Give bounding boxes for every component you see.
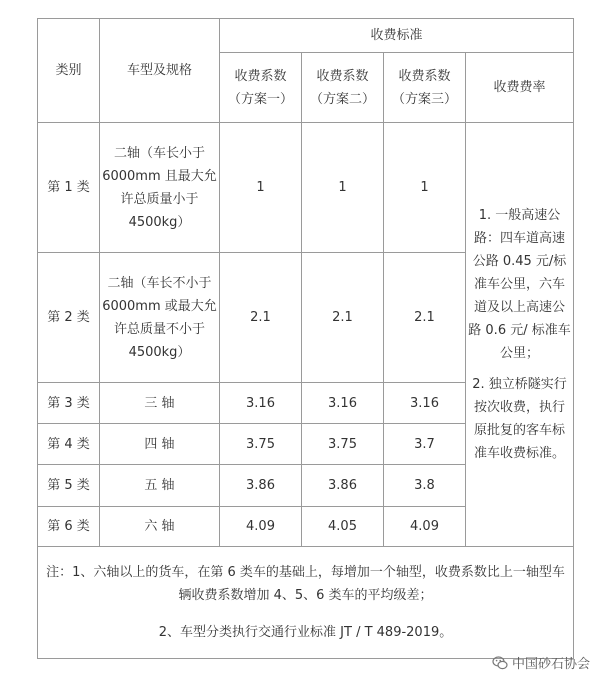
category-cell: 第 5 类 (38, 465, 100, 507)
plan3-cell: 3.16 (384, 383, 466, 424)
plan1-cell: 3.16 (220, 383, 302, 424)
model-cell: 四 轴 (100, 424, 220, 465)
header-model: 车型及规格 (100, 19, 220, 123)
header-standard: 收费标准 (220, 19, 574, 53)
model-cell: 六 轴 (100, 507, 220, 547)
plan3-cell: 4.09 (384, 507, 466, 547)
header-plan2: 收费系数（方案二） (302, 53, 384, 123)
category-cell: 第 3 类 (38, 383, 100, 424)
watermark (492, 653, 590, 672)
plan2-cell: 1 (302, 123, 384, 253)
plan2-cell: 4.05 (302, 507, 384, 547)
watermark-text: 中国砂石协会 (511, 657, 590, 672)
category-cell: 第 2 类 (38, 253, 100, 383)
plan1-cell: 3.86 (220, 465, 302, 507)
rate-cell (466, 123, 574, 547)
header-rate: 收费费率 (466, 53, 574, 123)
note-line-2: 2、车型分类执行交通行业标准 JT / T 489-2019。 (158, 625, 453, 640)
plan1-cell: 1 (220, 123, 302, 253)
plan2-cell: 3.86 (302, 465, 384, 507)
fee-table (37, 18, 574, 659)
plan3-cell: 3.7 (384, 424, 466, 465)
plan3-cell: 2.1 (384, 253, 466, 383)
table-row (38, 123, 574, 253)
plan2-cell: 2.1 (302, 253, 384, 383)
plan2-cell: 3.16 (302, 383, 384, 424)
note-line-1: 注：1、六轴以上的货车，在第 6 类车的基础上，每增加一个轴型，收费系数比上一轴型车辆收费系数增加 4、5、6 类车的平均级差； (46, 565, 565, 603)
category-cell: 第 6 类 (38, 507, 100, 547)
category-cell: 第 1 类 (38, 123, 100, 253)
wechat-icon (492, 655, 508, 671)
rate-item-1: 1. 一般高速公路：四车道高速公路 0.45 元/标准车公里，六车道及以上高速公路 0.6 元/ 标准车公里； (468, 208, 571, 361)
header-plan1: 收费系数（方案一） (220, 53, 302, 123)
model-cell: 二轴（车长不小于 6000mm 或最大允许总质量不小于 4500kg） (100, 253, 220, 383)
plan3-cell: 3.8 (384, 465, 466, 507)
model-cell: 二轴（车长小于 6000mm 且最大允许总质量小于 4500kg） (100, 123, 220, 253)
header-plan3: 收费系数（方案三） (384, 53, 466, 123)
rate-item-2: 2. 独立桥隧实行按次收费，执行原批复的客车标准车收费标准。 (472, 377, 567, 461)
plan1-cell: 2.1 (220, 253, 302, 383)
plan1-cell: 3.75 (220, 424, 302, 465)
notes-cell (38, 547, 574, 659)
notes-row (38, 547, 574, 659)
category-cell: 第 4 类 (38, 424, 100, 465)
header-category: 类别 (38, 19, 100, 123)
model-cell: 五 轴 (100, 465, 220, 507)
plan1-cell: 4.09 (220, 507, 302, 547)
plan3-cell: 1 (384, 123, 466, 253)
plan2-cell: 3.75 (302, 424, 384, 465)
header-row-1 (38, 19, 574, 53)
model-cell: 三 轴 (100, 383, 220, 424)
